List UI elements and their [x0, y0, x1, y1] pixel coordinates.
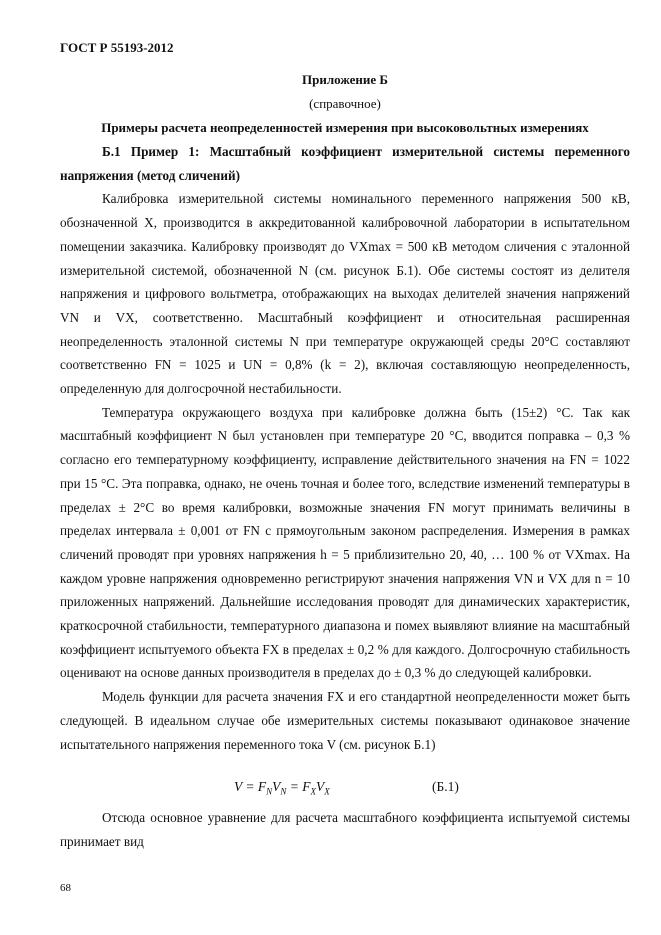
paragraph-1: Калибровка измерительной системы номинального переменного напряжения 500 кВ, обозначенной X, производится в аккредитованной калибровочной лаборатории в испытательном помещении заказчика. Калибровку производят до VXmax = 500 кВ методом сличения с эталонной измерительной системой, обозначенной N (см. рисунок Б.1). Обе системы состоят из делителя напряжения и цифрового вольтметра, отображающих на выходах делителей значения напряжений VN и VX, соответственно. Масштабный коэффициент и относительная расширенная неопределенность эталонной системы N при температуре окружающей среды 20°C составляют соответственно FN = 1025 и UN = 0,8% (k = 2), включая составляющую неопределенность, определенную для долгосрочной нестабильности.: [60, 191, 630, 397]
appendix-subtitle: (справочное): [309, 96, 381, 111]
formula-b1: $V = F_NV_N = F_XV_X$: [234, 779, 330, 797]
appendix-title: Приложение Б: [302, 72, 388, 87]
equation-number: (Б.1): [432, 779, 459, 794]
section-b1: [60, 140, 630, 756]
paragraph-3: Модель функции для расчета значения FX и его стандартной неопределенности может быть следующей. В идеальном случае обе измерительных системы показывают одинаковое значение испытательного напряжения переменного тока V (см. рисунок Б.1): [60, 689, 630, 752]
section-heading: Б.1 Пример 1: Масштабный коэффициент измерительной системы переменного напряжения (метод сличений): [60, 144, 630, 183]
paragraph-4: Отсюда основное уравнение для расчета масштабного коэффициента испытуемой системы принимает вид: [60, 810, 630, 849]
paragraph-4-block: [60, 806, 630, 853]
paragraph-2: Температура окружающего воздуха при калибровке должна быть (15±2) °C. Так как масштабный коэффициент N был установлен при температуре 20 °C, вводится поправка – 0,3 % согласно его температурному коэффициенту, исправление действительного значения на FN = 1022 при 15 °C. Эта поправка, однако, не очень точная и более того, вследствие изменений температуры в пределах ± 2°C во время калибровки, возможные значения FN могут принимать величины в пределах интервала ± 0,001 от FN с прямоугольным законом распределения. Измерения в рамках сличений проводят при уровнях напряжения h = 5 приблизительно 20, 40, … 100 % от VXmax. На каждом уровне напряжения одновременно регистрируют значения напряжения VN и VX для n = 10 приложенных напряжений. Дальнейшие исследования проводят для динамических характеристик, краткосрочной стабильности, температурного диапазона и помех выявляют влияние на масштабный коэффициент испытуемого объекта FX в пределах ± 0,2 % для каждого. Долгосрочную стабильность оценивают на основе данных производителя в пределах до ± 0,3 % до следующей калибровки.: [60, 404, 630, 681]
page-number: 68: [60, 882, 71, 894]
document-header: ГОСТ Р 55193-2012: [60, 40, 174, 55]
appendix-heading: Примеры расчета неопределенностей измерения при высоковольтных измерениях: [101, 120, 589, 135]
